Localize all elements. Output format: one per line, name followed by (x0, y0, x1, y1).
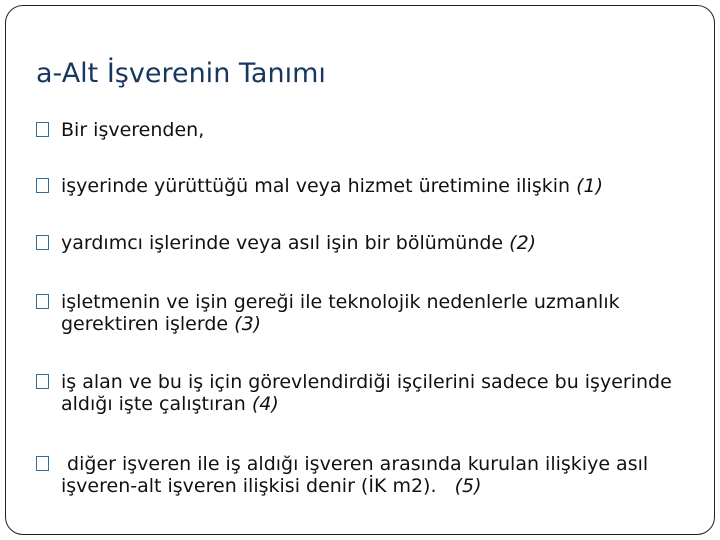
bullet-text: yardımcı işlerinde veya asıl işin bir bölümünde (61, 232, 510, 254)
bullet-square-icon (36, 456, 49, 471)
bullet-text: diğer işveren ile iş aldığı işveren arasında kurulan ilişkiye asıl işveren-alt işveren ilişkisi denir (İK m2). (61, 453, 655, 497)
bullet-item (36, 453, 696, 497)
bullet-square-icon (36, 178, 49, 193)
bullet-item (36, 175, 696, 197)
bullet-ref: (2) (509, 232, 537, 254)
bullet-item (36, 291, 696, 335)
bullet-item (36, 232, 696, 254)
bullet-item (36, 119, 696, 141)
bullet-ref: (3) (234, 313, 262, 335)
bullet-text: iş alan ve bu iş için görevlendirdiği işçilerini sadece bu işyerinde aldığı işte çalıştıran (61, 371, 672, 415)
slide-title: a-Alt İşverenin Tanımı (36, 58, 326, 89)
bullet-square-icon (36, 294, 49, 309)
bullet-ref: (4) (251, 393, 279, 415)
bullet-ref: (5) (454, 475, 482, 497)
bullet-square-icon (36, 235, 49, 250)
bullet-item (36, 371, 696, 415)
bullet-square-icon (36, 374, 49, 389)
bullet-text: işletmenin ve işin gereği ile teknolojik nedenlerle uzmanlık gerektiren işlerde (61, 291, 620, 335)
bullet-square-icon (36, 122, 49, 137)
bullet-text: Bir işverenden, (61, 119, 205, 141)
bullet-text: işyerinde yürüttüğü mal veya hizmet üretimine ilişkin (61, 175, 577, 197)
bullet-ref: (1) (576, 175, 603, 197)
